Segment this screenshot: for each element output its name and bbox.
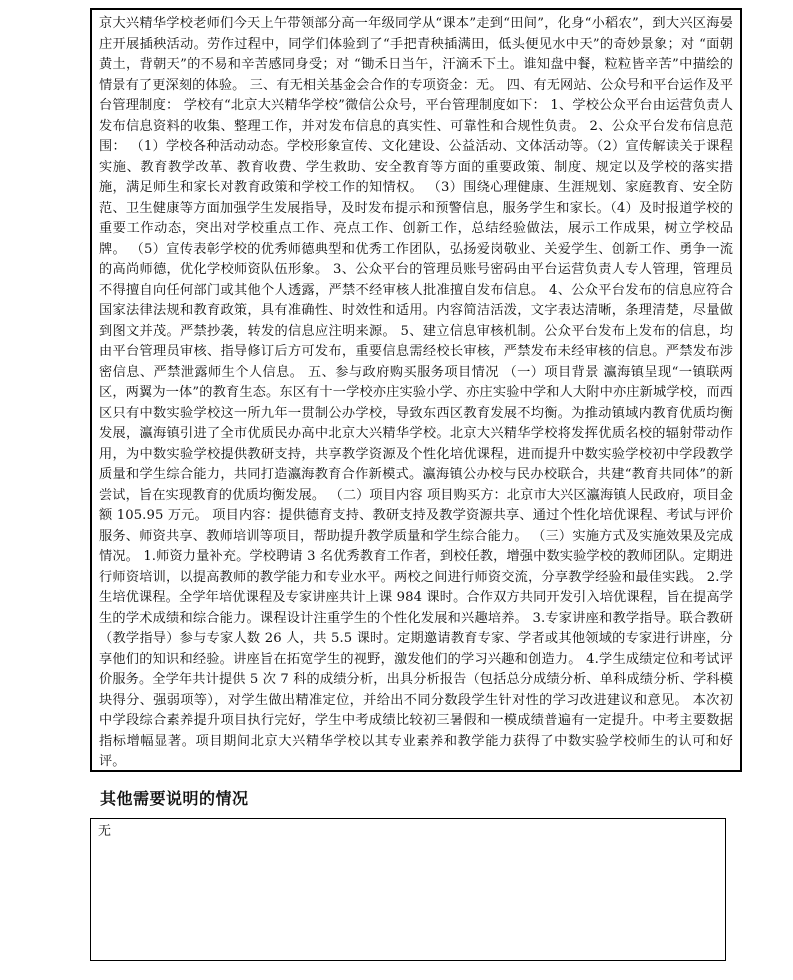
report-body-text: 京大兴精华学校老师们今天上午带领部分高一年级同学从“课本”走到“田间”，化身“小稻农”，到大兴区海晏庄开展插秧活动。劳作过程中，同学们体验到了“手把青秧插满田，低头便见水中天”的奇妙景象；对 “面朝黄土，背朝天”的不易和辛苦感同身受；对 “锄禾日当午，汗滴禾下土。谁知盘中餐，粒粒皆辛苦”中描绘的情景有了更深刻的体验。 三、有无相关基金会合作的专项资金：无。 四、有无网站、公众号和平台运作及平台管理制度： 学校有“北京大兴精华学校”微信公众号，平台管理制度如下： 1、学校公众平台由运营负责人发布信息资料的收集、整理工作，并对发布信息的真实性、可靠性和合规性负责。 2、公众平台发布信息范围： （1）学校各种活动动态。学校形象宣传、文化建设、公益活动、文体活动等。（2）宣传解读关于课程实施、教育教学改革、教育收费、学生救助、安全教育等方面的重要政策、制度、规定以及学校的落实措施，满足师生和家长对教育政策和学校工作的知情权。 （3）围绕心理健康、生涯规划、家庭教育、安全防范、卫生健康等方面加强学生发展指导，及时发布提示和预警信息，服务学生和家长。（4）及时报道学校的重要工作动态，突出对学校重点工作、亮点工作、创新工作，总结经验做法，展示工作成果，树立学校品牌。 （5）宣传表彰学校的优秀师德典型和优秀工作团队，弘扬爱岗敬业、关爱学生、创新工作、勇争一流的高尚师德，优化学校师资队伍形象。 3、公众平台的管理员账号密码由平台运营负责人专人管理，管理员不得擅自向任何部门或其他个人透露，严禁不经审核人批准擅自发布信息。 4、公众平台发布的信息应符合国家法律法规和教育政策，具有准确性、时效性和适用。内容简洁活泼，文字表达清晰，条理清楚，尽量做到图文并茂。严禁抄袭，转发的信息应注明来源。 5、建立信息审核机制。公众平台发布上发布的信息，均由平台管理员审核、指导修订后方可发布，重要信息需经校长审核，严禁发布未经审核的信息。严禁发布涉密信息、严禁泄露师生个人信息。 五、参与政府购买服务项目情况 （一）项目背景 瀛海镇呈现“一镇联两区，两翼为一体”的教育生态。东区有十一学校亦庄实验小学、亦庄实验中学和人大附中亦庄新城学校，而西区只有中数实验学校这一所九年一贯制公办学校，导致东西区教育发展不均衡。为推动镇域内教育优质均衡发展，瀛海镇引进了全市优质民办高中北京大兴精华学校。北京大兴精华学校将发挥优质名校的辐射带动作用，为中数实验学校提供教研支持，共享教学资源及个性化培优课程，进而提升中数实验学校初中学段教学质量和学生综合能力，共同打造瀛海教育合作新模式。瀛海镇公办校与民办校联合，共建“教育共同体”的新尝试，旨在实现教育的优质均衡发展。 （二）项目内容 项目购买方：北京市大兴区瀛海镇人民政府，项目金额 105.95 万元。 项目内容：提供德育支持、教研支持及教学资源共享、通过个性化培优课程、考试与评价服务、师资共享、教师培训等项目，帮助提升教学质量和学生综合能力。 （三）实施方式及实施效果及完成情况。 1.师资力量补充。学校聘请 3 名优秀教育工作者，到校任教，增强中数实验学校的教师团队。定期进行师资培训，以提高教师的教学能力和专业水平。两校之间进行师资交流，分享教学经验和最佳实践。 2.学生培优课程。全学年培优课程及专家讲座共计上课 984 课时。合作双方共同开发引入培优课程，旨在提高学生的学术成绩和综合能力。课程设计注重学生的个性化发展和兴趣培养。 3.专家讲座和教学指导。联合教研（教学指导）参与专家人数 26 人，共 5.5 课时。定期邀请教育专家、学者或其他领域的专家进行讲座，分享他们的知识和经验。讲座旨在拓宽学生的视野，激发他们的学习兴趣和创造力。 4.学生成绩定位和考试评价服务。全学年共计提供 5 次 7 科的成绩分析，出具分析报告（包括总分成绩分析、单科成绩分析、学科模块得分、强弱项等），对学生做出精准定位，并给出不同分数段学生针对性的学习改进建议和意见。 本次初中学段综合素养提升项目执行完好，学生中考成绩比较初三暑假和一模成绩普遍有一定提升。中考主要数据指标增幅显著。项目期间北京大兴精华学校以其专业素养和教学能力获得了中数实验学校师生的认可和好评。 [99, 16, 733, 769]
other-info-text: 无 [98, 824, 112, 839]
other-info-box [90, 818, 726, 961]
report-body-box [90, 8, 742, 772]
section-heading-other: 其他需要说明的情况 [100, 789, 249, 808]
